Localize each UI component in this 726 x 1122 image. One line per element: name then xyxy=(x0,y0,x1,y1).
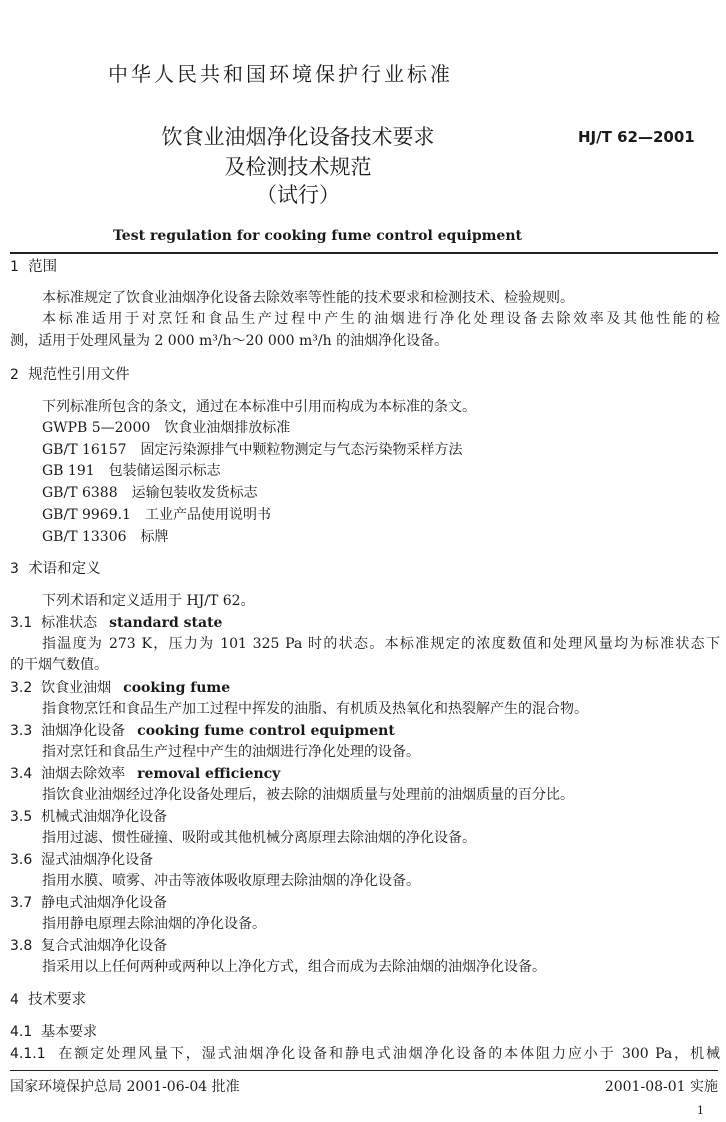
term-3-3-heading: 3.3 油烟净化设备 cooking fume control equipment xyxy=(10,723,395,739)
reference-item: GB/T 9969.1 工业产品使用说明书 xyxy=(42,507,271,523)
section-1-paragraph-2b: 测，适用于处理风量为 2 000 m³/h～20 000 m³/h 的油烟净化设备。 xyxy=(10,333,449,349)
term-3-8-heading: 3.8 复合式油烟净化设备 xyxy=(10,938,168,954)
section-2-heading: 2 规范性引用文件 xyxy=(10,367,130,383)
reference-item: GB/T 6388 运输包装收发货标志 xyxy=(42,485,258,501)
reference-item: GB/T 16157 固定污染源排气中颗粒物测定与气态污染物采样方法 xyxy=(42,442,463,458)
term-3-4-heading: 3.4 油烟去除效率 removal efficiency xyxy=(10,766,281,782)
term-3-4-definition: 指饮食业油烟经过净化设备处理后，被去除的油烟质量与处理前的油烟质量的百分比。 xyxy=(42,787,574,803)
issuing-body-title: 中华人民共和国环境保护行业标准 xyxy=(108,62,453,86)
title-line-1: 饮食业油烟净化设备技术要求 xyxy=(161,125,435,149)
term-3-5-heading: 3.5 机械式油烟净化设备 xyxy=(10,809,168,825)
english-title: Test regulation for cooking fume control equipment xyxy=(113,228,522,244)
section-3-heading: 3 术语和定义 xyxy=(10,561,101,577)
implementation-date: 2001-08-01 实施 xyxy=(604,1079,718,1095)
term-3-2-definition: 指食物烹饪和食品生产加工过程中挥发的油脂、有机质及热氧化和热裂解产生的混合物。 xyxy=(42,701,588,717)
title-line-3: （试行） xyxy=(256,183,340,207)
term-3-6-definition: 指用水膜、喷雾、冲击等液体吸收原理去除油烟的净化设备。 xyxy=(42,873,420,889)
term-3-3-definition: 指对烹饪和食品生产过程中产生的油烟进行净化处理的设备。 xyxy=(42,744,420,760)
approval-date: 国家环境保护总局 2001-06-04 批准 xyxy=(10,1079,240,1095)
reference-item: GB 191 包装储运图示标志 xyxy=(42,463,221,479)
reference-item: GB/T 13306 标牌 xyxy=(42,529,169,545)
footer-divider xyxy=(10,1070,718,1071)
term-3-6-heading: 3.6 湿式油烟净化设备 xyxy=(10,852,154,868)
section-2-intro: 下列标准所包含的条文，通过在本标准中引用而构成为本标准的条文。 xyxy=(42,399,476,415)
clause-4-1-heading: 4.1 基本要求 xyxy=(10,1024,98,1040)
section-4-heading: 4 技术要求 xyxy=(10,992,87,1008)
standard-number: HJ/T 62—2001 xyxy=(578,128,695,146)
term-3-5-definition: 指用过滤、惯性碰撞、吸附或其他机械分离原理去除油烟的净化设备。 xyxy=(42,830,476,846)
section-1-paragraph-2a: 本标准适用于对烹饪和食品生产过程中产生的油烟进行净化处理设备去除效率及其他性能的检 xyxy=(42,311,720,327)
term-3-7-heading: 3.7 静电式油烟净化设备 xyxy=(10,895,168,911)
section-1-heading: 1 范围 xyxy=(10,259,58,275)
term-3-1-heading: 3.1 标准状态 standard state xyxy=(10,615,223,631)
title-line-2: 及检测技术规范 xyxy=(224,155,372,179)
term-3-7-definition: 指用静电原理去除油烟的净化设备。 xyxy=(42,916,266,932)
reference-item: GWPB 5—2000 饮食业油烟排放标准 xyxy=(42,420,291,436)
term-3-1-definition-a: 指温度为 273 K，压力为 101 325 Pa 时的状态。本标准规定的浓度数值和处理风量均为标准状态下 xyxy=(42,636,720,652)
term-3-8-definition: 指采用以上任何两种或两种以上净化方式，组合而成为去除油烟的油烟净化设备。 xyxy=(42,959,546,975)
header-divider xyxy=(10,252,718,254)
section-3-intro: 下列术语和定义适用于 HJ/T 62。 xyxy=(42,593,255,609)
page-number: 1 xyxy=(697,1104,704,1117)
term-3-1-definition-b: 的干烟气数值。 xyxy=(10,657,108,673)
clause-4-1-1: 4.1.1 在额定处理风量下，湿式油烟净化设备和静电式油烟净化设备的本体阻力应小于 300 Pa，机械 xyxy=(10,1046,720,1062)
document-title xyxy=(138,122,458,208)
section-1-paragraph-1: 本标准规定了饮食业油烟净化设备去除效率等性能的技术要求和检测技术、检验规则。 xyxy=(42,290,574,306)
term-3-2-heading: 3.2 饮食业油烟 cooking fume xyxy=(10,680,231,696)
